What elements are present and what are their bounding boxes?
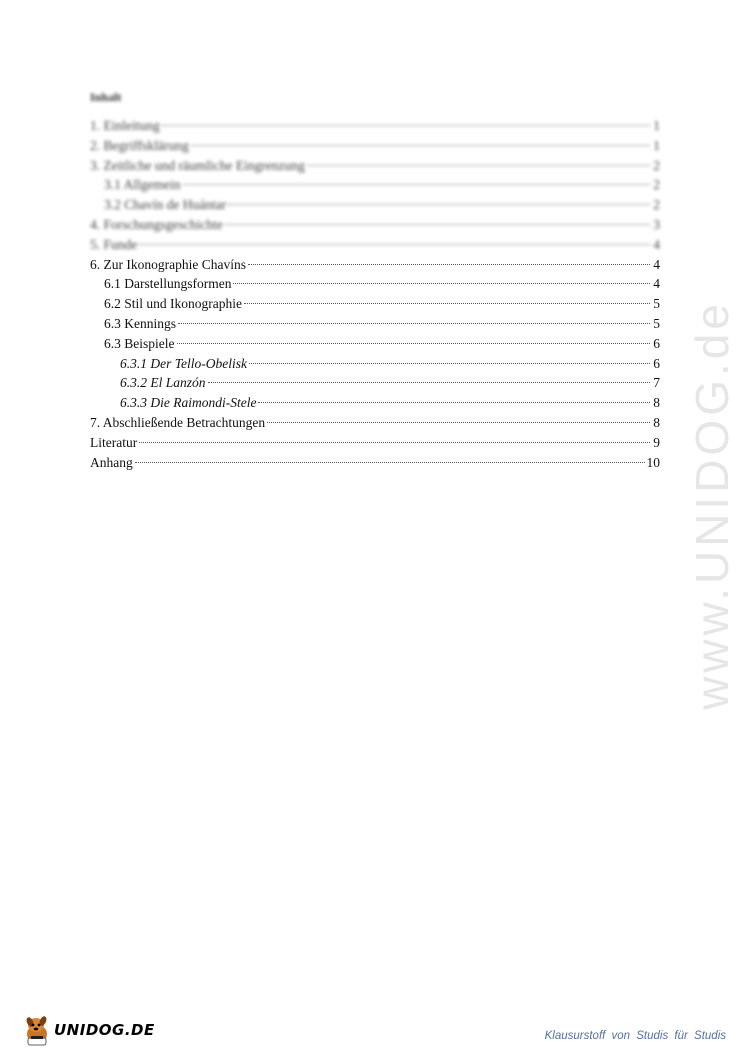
- toc-entry-label: 4. Forschungsgeschichte: [90, 216, 223, 232]
- toc-entry-label: 5. Funde: [90, 236, 138, 252]
- toc-entry[interactable]: [90, 215, 660, 235]
- toc-entry-label: 1. Einleitung: [90, 118, 160, 133]
- toc-dot-leader: [183, 184, 651, 185]
- toc-heading: Inhalt: [90, 90, 122, 104]
- toc-entry[interactable]: [90, 175, 660, 195]
- toc-entry-label: 3.2 Chavín de Huántar: [104, 197, 227, 213]
- toc-dot-leader: [139, 442, 650, 443]
- toc-entry-page: 8: [653, 395, 660, 411]
- toc-entry-label: Literatur: [90, 434, 138, 450]
- toc-dot-leader: [225, 224, 650, 225]
- footer-slogan: Klausurstoff von Studis für Studis: [544, 1030, 726, 1042]
- toc-entry-page: 4: [653, 276, 660, 292]
- toc-dot-leader: [178, 323, 650, 324]
- toc-entry-label: 6.2 Stil und Ikonographie: [104, 296, 242, 312]
- toc-dot-leader: [267, 422, 650, 423]
- toc-entry[interactable]: [90, 373, 660, 393]
- toc-entry-page: 4: [653, 236, 660, 252]
- toc-dot-leader: [208, 382, 650, 383]
- toc-entry[interactable]: [90, 274, 660, 294]
- toc-entry-page: 8: [653, 414, 660, 430]
- toc-entry-label: Anhang: [90, 454, 133, 470]
- toc-dot-leader: [233, 283, 650, 284]
- toc-dot-leader: [248, 264, 650, 265]
- toc-entry[interactable]: [90, 136, 660, 156]
- toc-entry[interactable]: [90, 294, 660, 314]
- toc-entry[interactable]: [90, 235, 660, 255]
- toc-entry-label: 6.3.1 Der Tello-Obelisk: [120, 355, 247, 371]
- toc-entry-label: 6.3 Kennings: [104, 315, 176, 331]
- toc-entry[interactable]: [90, 393, 660, 413]
- toc-entry-page: 5: [653, 296, 660, 312]
- toc-dot-leader: [162, 125, 650, 126]
- toc-entry-label: 6.3.3 Die Raimondi-Stele: [120, 395, 257, 411]
- toc-dot-leader: [244, 303, 650, 304]
- toc-entry-label: 6.1 Darstellungsformen: [104, 276, 232, 292]
- toc-dot-leader: [191, 145, 650, 146]
- toc-entry-label: 6.3 Beispiele: [104, 335, 175, 351]
- toc-entry-label: 7. Abschließende Betrachtungen: [90, 414, 266, 430]
- toc-dot-leader: [249, 363, 650, 364]
- dog-mascot-icon: [22, 1014, 52, 1046]
- toc-entry-label: 6. Zur Ikonographie Chavíns: [90, 256, 246, 272]
- toc-entry-page: 2: [653, 197, 660, 213]
- toc-entry-label: 2. Begriffsklärung: [90, 137, 189, 153]
- toc-entry-label: 3.1 Allgemein: [104, 177, 181, 193]
- toc-dot-leader: [139, 244, 650, 245]
- toc-entry-label: 6.3.2 El Lanzón: [120, 375, 206, 391]
- toc-entry-page: 5: [653, 315, 660, 331]
- toc-dot-leader: [307, 165, 650, 166]
- toc-dot-leader: [228, 204, 650, 205]
- toc-entry[interactable]: [90, 433, 660, 453]
- toc-dot-leader: [177, 343, 651, 344]
- table-of-contents: [90, 116, 660, 472]
- toc-entry[interactable]: [90, 453, 660, 473]
- toc-entry[interactable]: [90, 116, 660, 136]
- toc-entry[interactable]: [90, 334, 660, 354]
- toc-entry-label: 3. Zeitliche und räumliche Eingrenzung: [90, 157, 305, 173]
- toc-entry-page: 1: [653, 137, 660, 153]
- toc-entry-page: 6: [653, 355, 660, 371]
- toc-entry-page: 3: [653, 216, 660, 232]
- toc-dot-leader: [135, 462, 645, 463]
- toc-entry[interactable]: [90, 413, 660, 433]
- toc-entry[interactable]: [90, 354, 660, 374]
- toc-entry-page: 7: [653, 375, 660, 391]
- watermark: www.UNIDOG.de: [686, 300, 738, 710]
- toc-entry[interactable]: [90, 255, 660, 275]
- logo-text: UNIDOG.DE: [54, 1021, 155, 1039]
- toc-entry-page: 4: [653, 256, 660, 272]
- toc-entry-page: 1: [653, 118, 660, 133]
- toc-entry[interactable]: [90, 314, 660, 334]
- toc-entry-page: 10: [646, 454, 660, 470]
- toc-entry-page: 6: [653, 335, 660, 351]
- toc-dot-leader: [258, 402, 650, 403]
- toc-entry-page: 9: [653, 434, 660, 450]
- toc-entry-page: 2: [653, 177, 660, 193]
- unidog-logo[interactable]: [22, 1014, 155, 1046]
- toc-entry-page: 2: [653, 157, 660, 173]
- toc-entry[interactable]: [90, 195, 660, 215]
- toc-entry[interactable]: [90, 156, 660, 176]
